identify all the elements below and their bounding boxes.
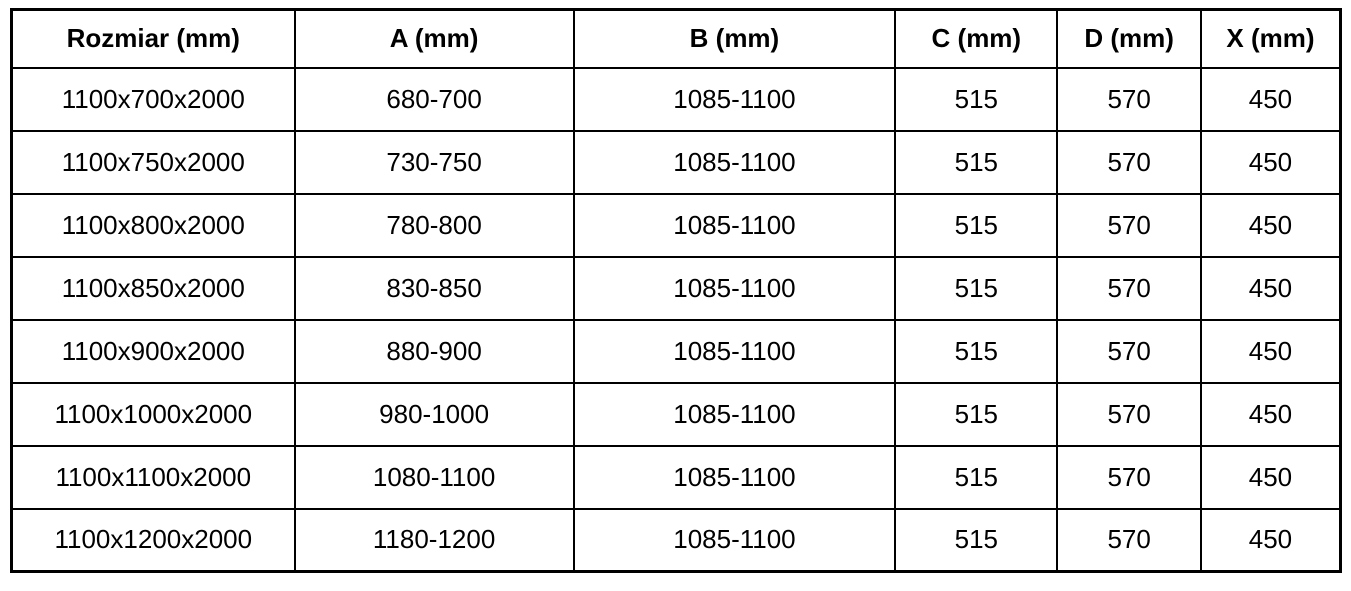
table-cell: 570 (1057, 446, 1201, 509)
table-cell: 1100x900x2000 (12, 320, 295, 383)
table-cell: 880-900 (295, 320, 574, 383)
table-cell: 570 (1057, 257, 1201, 320)
table-cell: 515 (895, 131, 1057, 194)
table-cell: 1085-1100 (574, 383, 896, 446)
table-cell: 1100x800x2000 (12, 194, 295, 257)
table-cell: 450 (1201, 257, 1341, 320)
column-header: D (mm) (1057, 10, 1201, 68)
table-cell: 1100x700x2000 (12, 68, 295, 131)
table-cell: 570 (1057, 320, 1201, 383)
table-cell: 1085-1100 (574, 194, 896, 257)
table-cell: 515 (895, 320, 1057, 383)
table-cell: 730-750 (295, 131, 574, 194)
table-cell: 1085-1100 (574, 68, 896, 131)
table-cell: 1100x1000x2000 (12, 383, 295, 446)
table-cell: 515 (895, 383, 1057, 446)
table-cell: 450 (1201, 446, 1341, 509)
table-cell: 515 (895, 446, 1057, 509)
table-cell: 680-700 (295, 68, 574, 131)
column-header: B (mm) (574, 10, 896, 68)
table-cell: 450 (1201, 509, 1341, 572)
table-cell: 515 (895, 509, 1057, 572)
table-row (12, 509, 1341, 572)
table-row (12, 257, 1341, 320)
table-cell: 570 (1057, 68, 1201, 131)
table-cell: 450 (1201, 131, 1341, 194)
dimensions-table-container (10, 8, 1342, 573)
table-cell: 1080-1100 (295, 446, 574, 509)
table-cell: 1100x850x2000 (12, 257, 295, 320)
table-cell: 1100x750x2000 (12, 131, 295, 194)
dimensions-table (10, 8, 1342, 573)
column-header: X (mm) (1201, 10, 1341, 68)
table-cell: 1085-1100 (574, 509, 896, 572)
table-cell: 515 (895, 194, 1057, 257)
column-header: A (mm) (295, 10, 574, 68)
table-row (12, 383, 1341, 446)
table-cell: 570 (1057, 194, 1201, 257)
table-cell: 1085-1100 (574, 257, 896, 320)
table-cell: 1100x1200x2000 (12, 509, 295, 572)
table-cell: 570 (1057, 131, 1201, 194)
table-row (12, 194, 1341, 257)
table-cell: 570 (1057, 383, 1201, 446)
table-row (12, 320, 1341, 383)
table-cell: 450 (1201, 383, 1341, 446)
column-header: Rozmiar (mm) (12, 10, 295, 68)
table-cell: 1180-1200 (295, 509, 574, 572)
table-cell: 450 (1201, 320, 1341, 383)
table-cell: 980-1000 (295, 383, 574, 446)
table-cell: 450 (1201, 68, 1341, 131)
table-cell: 515 (895, 68, 1057, 131)
table-cell: 830-850 (295, 257, 574, 320)
table-cell: 1085-1100 (574, 131, 896, 194)
table-cell: 1085-1100 (574, 446, 896, 509)
table-cell: 1100x1100x2000 (12, 446, 295, 509)
table-cell: 515 (895, 257, 1057, 320)
table-row (12, 68, 1341, 131)
table-cell: 1085-1100 (574, 320, 896, 383)
table-cell: 450 (1201, 194, 1341, 257)
column-header: C (mm) (895, 10, 1057, 68)
header-row (12, 10, 1341, 68)
table-row (12, 131, 1341, 194)
table-cell: 570 (1057, 509, 1201, 572)
table-cell: 780-800 (295, 194, 574, 257)
table-row (12, 446, 1341, 509)
